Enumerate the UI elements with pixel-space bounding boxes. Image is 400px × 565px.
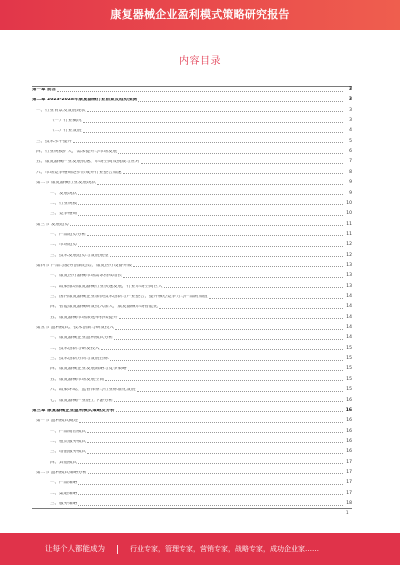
toc-entry-page: 17 <box>346 490 352 496</box>
toc-entry-label: 第二章 2023-2028年康复器械行业前景及趋势预测 <box>32 98 137 103</box>
toc-entry-page: 13 <box>346 283 352 289</box>
toc-entry-label: 五、康复器械市场发展空间 <box>50 377 104 382</box>
toc-entry-label: 一、康复医疗器械市场需求持续增长 <box>50 274 122 279</box>
toc-entry[interactable] <box>36 223 352 228</box>
toc-entry-page: 16 <box>346 428 352 434</box>
toc-entry-label: 第三节 发展趋势 <box>36 222 69 227</box>
toc-entry-page: 3 <box>348 87 352 92</box>
toc-leader-dots <box>114 339 343 340</box>
toc-leader-dots <box>87 432 343 433</box>
toc-leader-dots <box>137 391 344 392</box>
toc-entry[interactable] <box>50 212 352 217</box>
toc-leader-dots <box>88 473 343 474</box>
toc-entry-label: 第一章 前言 <box>32 88 57 92</box>
toc-leader-dots <box>123 277 343 278</box>
toc-leader-dots <box>78 484 343 485</box>
toc-entry-label: 第二节 盈利模式策略分析 <box>36 470 87 475</box>
toc-entry-label: 二、租赁服务模式 <box>50 439 86 444</box>
toc-entry[interactable] <box>50 295 352 300</box>
toc-leader-dots <box>87 111 344 112</box>
toc-leader-dots <box>141 163 344 164</box>
toc-entry[interactable] <box>50 119 352 124</box>
toc-entry[interactable] <box>50 336 352 341</box>
toc-entry-label: 三、服务策略 <box>50 502 77 506</box>
toc-entry-label: 一、产品趋势分析 <box>50 232 86 237</box>
toc-entry[interactable] <box>50 202 352 207</box>
toc-leader-dots <box>159 308 343 309</box>
toc-top-rule <box>32 86 352 87</box>
toc-entry-label: 二、技术创新与研发投入 <box>50 346 100 351</box>
toc-entry-page: 17 <box>346 459 352 465</box>
toc-entry-page: 8 <box>349 169 352 175</box>
toc-entry-page: 15 <box>346 345 352 351</box>
toc-entry-label: 二、渠道策略 <box>50 491 77 496</box>
footer-tagline: 行业专家，管理专家，营销专家，战略专家，成功企业家…… <box>130 545 319 553</box>
toc-entry-page: 14 <box>346 325 352 331</box>
toc-entry[interactable] <box>50 305 352 310</box>
toc-entry-page: 16 <box>346 438 352 444</box>
toc-entry-page: 12 <box>346 252 352 258</box>
toc-entry-label: 六、市场竞争格局逐步形成并行业整合加速 <box>36 170 122 175</box>
toc-entry-page: 12 <box>346 242 352 248</box>
toc-entry[interactable] <box>32 98 352 103</box>
toc-entry-page: 10 <box>346 211 352 217</box>
toc-entry-page: 14 <box>346 304 352 310</box>
toc-entry[interactable] <box>36 264 352 269</box>
toc-entry-label: 三、技术创新方向与发展目标 <box>50 357 109 362</box>
toc-entry-page: 16 <box>346 397 352 403</box>
toc-entry-page: 11 <box>346 221 352 227</box>
toc-leader-dots <box>128 370 344 371</box>
toc-entry[interactable] <box>50 461 352 466</box>
toc-entry-label: 一、行业背景及发展现状 <box>36 108 86 113</box>
toc-leader-dots <box>101 349 344 350</box>
toc-entry[interactable] <box>36 150 352 155</box>
toc-entry-label: 三、竞争格局 <box>50 212 77 217</box>
toc-leader-dots <box>133 266 343 267</box>
toc-entry-page: 10 <box>346 200 352 206</box>
footer-bar <box>0 533 400 565</box>
toc-entry-page: 11 <box>346 231 352 237</box>
toc-entry-label: 七、康复器械产业链上下游分析 <box>50 398 113 403</box>
toc-entry-page: 18 <box>346 501 352 506</box>
toc-entry-page: 5 <box>349 138 352 144</box>
toc-entry-page: 17 <box>346 480 352 486</box>
toc-entry[interactable] <box>50 430 352 435</box>
toc-entry[interactable] <box>36 326 352 331</box>
toc-leader-dots <box>115 329 343 330</box>
toc-entry[interactable] <box>50 399 352 404</box>
toc-entry-label: 五、康复器械市场渗透率持续提升 <box>50 315 118 320</box>
toc-entry-label: 第一节 盈利模式概述 <box>36 419 78 424</box>
toc-entry[interactable] <box>50 357 352 362</box>
toc-leader-dots <box>105 380 343 381</box>
toc-entry-page: 14 <box>346 314 352 320</box>
toc-entry-page: 3 <box>348 97 352 103</box>
toc-leader-dots <box>83 122 344 123</box>
report-title: 康复器械企业盈利模式策略研究报告 <box>110 8 290 21</box>
toc-leader-dots <box>110 256 344 257</box>
toc-leader-dots <box>78 494 343 495</box>
toc-entry-label: 三、技术水平提升 <box>36 139 72 144</box>
toc-entry-label: （二）行业发展 <box>50 129 82 134</box>
toc-entry[interactable] <box>36 171 352 176</box>
toc-leader-dots <box>114 401 343 402</box>
toc-entry-label: 三、技术发展趋势与发展展望 <box>50 253 109 258</box>
toc-leader-dots <box>70 225 343 226</box>
toc-entry-label: 四、康复器械企业发展战略与竞争策略 <box>50 367 127 372</box>
toc-entry-label: 四、行业规模扩大，需求提升与市场发展 <box>36 150 117 155</box>
toc-leader-dots <box>57 91 343 92</box>
toc-entry-label: 第三章 康复器械企业盈利模式策略及分析 <box>32 408 115 413</box>
toc-entry[interactable] <box>50 243 352 248</box>
toc-leader-dots <box>78 215 343 216</box>
toc-entry-label: 一、康复器械企业盈利模式分析 <box>50 336 113 341</box>
toc-entry-page: 16 <box>345 407 352 413</box>
toc-leader-dots <box>87 442 343 443</box>
toc-entry-label: 一、产品策略 <box>50 481 77 486</box>
toc-entry[interactable] <box>50 347 352 352</box>
toc-entry-page: 7 <box>349 159 352 165</box>
toc-entry-label: 二、行业规模 <box>50 201 77 206</box>
toc-leader-dots <box>87 453 343 454</box>
toc-leader-dots <box>78 246 343 247</box>
toc-leader-dots <box>78 194 343 195</box>
toc-leader-dots <box>78 463 343 464</box>
toc-entry-label: 五、康复器械产业发展机遇、市场空间及挑战与应对 <box>36 160 140 165</box>
toc-entry-label: 三、增值服务模式 <box>50 450 86 455</box>
toc-entry-label: 第二节 康复器械行业发展现状 <box>36 181 96 186</box>
toc-entry-page: 9 <box>349 180 352 186</box>
toc-entry-label: 第五节 盈利模式、技术创新与研发投入 <box>36 326 114 331</box>
toc-leader-dots <box>78 505 343 506</box>
toc-entry[interactable] <box>36 109 352 114</box>
toc-entry-page: 6 <box>349 149 352 155</box>
toc-entry-page: 3 <box>349 118 352 124</box>
toc-entry-page: 16 <box>346 418 352 424</box>
toc-entry[interactable] <box>50 481 352 486</box>
toc-entry[interactable] <box>50 254 352 259</box>
toc-entry[interactable] <box>36 471 352 476</box>
toc-bottom-rule <box>32 508 352 509</box>
toc-leader-dots <box>78 204 343 205</box>
toc-leader-dots <box>123 173 344 174</box>
toc-entry-page: 13 <box>346 273 352 279</box>
toc-entry-label: （一）行业概况 <box>50 119 82 124</box>
toc-entry[interactable] <box>32 409 352 414</box>
toc-entry-label: 四、其他模式 <box>50 460 77 465</box>
toc-entry[interactable] <box>50 192 352 197</box>
toc-entry-label: 六、政策环境、监管体系与行业标准化发展 <box>50 388 136 393</box>
toc-leader-dots <box>164 287 344 288</box>
toc-entry-page: 17 <box>346 469 352 475</box>
toc-entry-page: 9 <box>349 190 352 196</box>
toc-entry-label: 三、国内康复器械企业加快技术创新与产业整合，提升核心竞争力与产品附加值 <box>50 295 208 299</box>
toc-entry[interactable] <box>36 160 352 165</box>
toc-leader-dots <box>110 360 344 361</box>
toc-entry[interactable] <box>36 419 352 424</box>
toc-entry-page: 15 <box>346 376 352 382</box>
toc-leader-dots <box>97 184 343 185</box>
toc-entry-label: 一、发展现状 <box>50 191 77 196</box>
toc-entry[interactable] <box>50 388 352 393</box>
toc-leader-dots <box>73 142 343 143</box>
toc-entry[interactable] <box>36 140 352 145</box>
page-number: 1 <box>346 510 349 515</box>
toc-leader-dots <box>138 101 343 102</box>
toc-entry-label: 第四节 产品与服务创新趋势，康复医疗设备升级 <box>36 263 132 268</box>
toc-entry-page: 14 <box>346 294 352 299</box>
toc-entry-page: 16 <box>346 449 352 455</box>
toc-entry[interactable] <box>32 88 352 93</box>
toc-leader-dots <box>87 235 343 236</box>
toc-entry[interactable] <box>50 450 352 455</box>
toc-leader-dots <box>83 132 344 133</box>
toc-entry[interactable] <box>50 378 352 383</box>
toc-leader-dots <box>79 422 343 423</box>
toc-entry[interactable] <box>50 367 352 372</box>
toc-leader-dots <box>119 318 344 319</box>
toc-entry-page: 15 <box>346 387 352 393</box>
toc-entry[interactable] <box>50 492 352 497</box>
toc-leader-dots <box>118 153 343 154</box>
toc-entry[interactable] <box>50 233 352 238</box>
toc-entry-page: 15 <box>346 356 352 362</box>
toc-entry-label: 二、政策推动康复器械行业快速发展，行业市场空间巨大 <box>50 284 163 289</box>
toc-entry-page: 14 <box>346 335 352 341</box>
toc-leader-dots <box>116 411 343 412</box>
toc-leader-dots <box>209 298 344 299</box>
toc-entry[interactable] <box>50 285 352 290</box>
toc-entry-label: 四、智能康复器械研发投入加大，康复器械市场智能化 <box>50 305 158 310</box>
footer-divider <box>117 545 118 554</box>
toc-entry[interactable] <box>50 129 352 134</box>
toc-entry[interactable] <box>50 316 352 321</box>
toc-entry-label: 二、市场趋势 <box>50 243 77 248</box>
toc-entry-page: 13 <box>346 262 352 268</box>
toc-entry[interactable] <box>36 181 352 186</box>
footer-slogan: 让每个人都能成为 <box>45 544 105 553</box>
toc-title: 内容目录 <box>179 56 221 67</box>
toc-entry-page: 15 <box>346 366 352 372</box>
toc-entry[interactable] <box>50 274 352 279</box>
toc-entry-page: 4 <box>349 128 352 134</box>
toc-entry[interactable] <box>50 502 352 507</box>
toc-entry-page: 3 <box>349 107 352 113</box>
toc-entry[interactable] <box>50 440 352 445</box>
toc-entry-label: 一、产品销售模式 <box>50 429 86 434</box>
